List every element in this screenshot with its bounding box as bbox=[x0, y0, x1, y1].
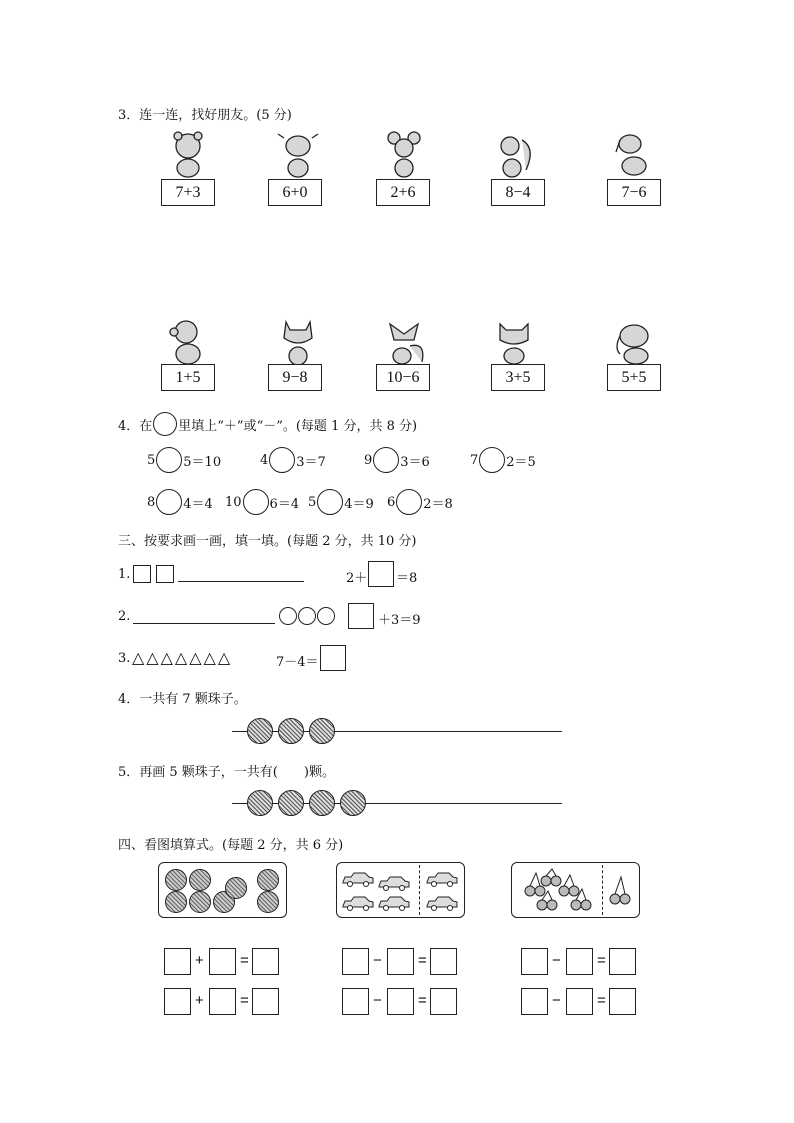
bear-icon bbox=[164, 130, 212, 178]
monkey-icon bbox=[164, 318, 212, 366]
drawn-circle-icon bbox=[279, 607, 297, 625]
answer-box[interactable] bbox=[387, 948, 414, 975]
fox-icon bbox=[380, 318, 428, 366]
answer-box[interactable] bbox=[609, 988, 636, 1015]
q4-left-operand: 9 bbox=[364, 452, 373, 468]
operator-circle-input[interactable] bbox=[479, 447, 505, 473]
mouse-icon bbox=[380, 130, 428, 178]
operator-circle-input[interactable] bbox=[317, 489, 343, 515]
orange-icon bbox=[257, 891, 279, 913]
answer-box[interactable] bbox=[521, 988, 548, 1015]
cherries-icon bbox=[608, 873, 634, 909]
bead-icon bbox=[309, 718, 335, 744]
s3-item1-eq-pre: 2＋ bbox=[346, 571, 368, 586]
answer-box[interactable] bbox=[209, 988, 236, 1015]
answer-box[interactable] bbox=[387, 988, 414, 1015]
q4-title-post: 里填上“＋”或“－”。(每题 1 分，共 8 分) bbox=[178, 418, 418, 434]
cow-icon bbox=[274, 130, 322, 178]
circle-icon bbox=[153, 412, 177, 436]
expression-card[interactable]: 6+0 bbox=[268, 179, 322, 206]
q4-left-operand: 5 bbox=[308, 494, 317, 510]
car-icon bbox=[377, 875, 411, 891]
orange-icon bbox=[189, 869, 211, 891]
drawn-circle-icon bbox=[317, 607, 335, 625]
drawn-circle-icon bbox=[298, 607, 316, 625]
cherries-icon bbox=[520, 867, 596, 915]
picture-panel-fruits bbox=[158, 862, 287, 918]
operator-circle-input[interactable] bbox=[396, 489, 422, 515]
operator-sign: − bbox=[373, 952, 382, 969]
dog-icon bbox=[608, 130, 656, 178]
equals-sign: = bbox=[418, 992, 427, 1009]
picture-panel-cherries bbox=[511, 862, 640, 918]
s3-item2-label: 2. bbox=[118, 609, 131, 624]
expression-card[interactable]: 9−8 bbox=[268, 364, 322, 391]
cat-icon bbox=[274, 318, 322, 366]
q4-right-part: 2＝8 bbox=[423, 496, 453, 512]
expression-card[interactable]: 7+3 bbox=[161, 179, 215, 206]
q4-left-operand: 6 bbox=[387, 494, 396, 510]
expression-card[interactable]: 3+5 bbox=[491, 364, 545, 391]
bead-icon bbox=[247, 718, 273, 744]
draw-answer-line[interactable] bbox=[178, 581, 304, 582]
orange-icon bbox=[189, 891, 211, 913]
operator-sign: + bbox=[195, 952, 204, 969]
drawn-square bbox=[156, 565, 174, 583]
q4-right-part: 4＝4 bbox=[183, 496, 213, 512]
equals-sign: = bbox=[597, 992, 606, 1009]
s3-item1-eq-post: ＝8 bbox=[396, 571, 418, 586]
q4-equation bbox=[308, 489, 374, 515]
draw-answer-line[interactable] bbox=[133, 623, 275, 624]
s3-item4-text: 4．一共有 7 颗珠子。 bbox=[118, 692, 247, 707]
car-icon bbox=[377, 895, 411, 911]
picture-panel-cars bbox=[336, 862, 465, 918]
orange-icon bbox=[165, 869, 187, 891]
expression-card[interactable]: 5+5 bbox=[607, 364, 661, 391]
answer-box[interactable] bbox=[164, 988, 191, 1015]
q4-equation bbox=[364, 447, 430, 473]
equals-sign: = bbox=[418, 952, 427, 969]
answer-box[interactable] bbox=[342, 988, 369, 1015]
answer-box[interactable] bbox=[566, 948, 593, 975]
operator-circle-input[interactable] bbox=[243, 489, 269, 515]
s4-title: 四、看图填算式。(每题 2 分，共 6 分) bbox=[118, 838, 344, 853]
car-icon bbox=[425, 871, 459, 887]
answer-box[interactable] bbox=[164, 948, 191, 975]
answer-box[interactable] bbox=[252, 948, 279, 975]
q4-right-part: 3＝7 bbox=[296, 454, 326, 470]
car-icon bbox=[341, 895, 375, 911]
s3-item2-eq-post: ＋3＝9 bbox=[378, 613, 421, 628]
answer-box[interactable] bbox=[209, 948, 236, 975]
car-icon bbox=[341, 871, 375, 887]
operator-circle-input[interactable] bbox=[156, 489, 182, 515]
answer-box[interactable] bbox=[430, 948, 457, 975]
q4-title bbox=[118, 412, 417, 436]
q4-right-part: 6＝4 bbox=[269, 496, 300, 512]
car-icon bbox=[425, 895, 459, 911]
orange-icon bbox=[257, 869, 279, 891]
q4-title-pre: 4．在 bbox=[118, 418, 153, 434]
expression-card[interactable]: 10−6 bbox=[376, 364, 430, 391]
q4-left-operand: 4 bbox=[260, 452, 269, 468]
q4-equation bbox=[147, 489, 213, 515]
s3-item3-label: 3. bbox=[118, 651, 131, 666]
operator-circle-input[interactable] bbox=[269, 447, 295, 473]
expression-card[interactable]: 8−4 bbox=[491, 179, 545, 206]
q4-equation bbox=[470, 447, 536, 473]
drawn-square bbox=[133, 565, 151, 583]
answer-box[interactable] bbox=[521, 948, 548, 975]
q3-title: 3．连一连，找好朋友。(5 分) bbox=[118, 108, 292, 123]
operator-sign: − bbox=[373, 992, 382, 1009]
operator-circle-input[interactable] bbox=[373, 447, 399, 473]
equals-sign: = bbox=[597, 952, 606, 969]
orange-icon bbox=[165, 891, 187, 913]
dashed-divider bbox=[419, 865, 420, 915]
squirrel-icon bbox=[490, 130, 538, 178]
kitten-icon bbox=[490, 318, 538, 366]
q4-left-operand: 7 bbox=[470, 452, 479, 468]
q4-left-operand: 8 bbox=[147, 494, 156, 510]
s3-item3-eq-pre: 7－4＝ bbox=[276, 655, 319, 670]
bead-icon bbox=[309, 790, 335, 816]
q4-equation bbox=[260, 447, 326, 473]
elephant-icon bbox=[608, 318, 656, 366]
s3-item1-label: 1. bbox=[118, 567, 131, 582]
q4-right-part: 4＝9 bbox=[344, 496, 374, 512]
answer-box[interactable] bbox=[320, 645, 346, 671]
answer-box[interactable] bbox=[566, 988, 593, 1015]
expression-card[interactable]: 2+6 bbox=[376, 179, 430, 206]
q4-left-operand: 5 bbox=[147, 452, 156, 468]
q4-equation bbox=[225, 489, 299, 515]
operator-sign: − bbox=[552, 952, 561, 969]
answer-box[interactable] bbox=[342, 948, 369, 975]
s3-item5-text: 5．再画 5 颗珠子，一共有( )颗。 bbox=[118, 765, 335, 780]
q4-equation bbox=[387, 489, 453, 515]
q4-right-part: 2＝5 bbox=[506, 454, 536, 470]
answer-box[interactable] bbox=[348, 603, 374, 629]
answer-box[interactable] bbox=[430, 988, 457, 1015]
bead-icon bbox=[278, 718, 304, 744]
dashed-divider bbox=[602, 865, 603, 915]
answer-box[interactable] bbox=[609, 948, 636, 975]
q4-right-part: 3＝6 bbox=[400, 454, 430, 470]
answer-box[interactable] bbox=[368, 561, 394, 587]
operator-circle-input[interactable] bbox=[156, 447, 182, 473]
expression-card[interactable]: 1+5 bbox=[161, 364, 215, 391]
equals-sign: = bbox=[240, 992, 249, 1009]
equals-sign: = bbox=[240, 952, 249, 969]
bead-icon bbox=[340, 790, 366, 816]
bead-icon bbox=[278, 790, 304, 816]
orange-icon bbox=[225, 877, 247, 899]
operator-sign: − bbox=[552, 992, 561, 1009]
s3-title: 三、按要求画一画，填一填。(每题 2 分，共 10 分) bbox=[118, 534, 417, 549]
q4-equation bbox=[147, 447, 221, 473]
q4-right-part: 5＝10 bbox=[183, 454, 222, 470]
operator-sign: + bbox=[195, 992, 204, 1009]
bead-icon bbox=[247, 790, 273, 816]
triangles-row: △△△△△△△ bbox=[132, 648, 233, 667]
answer-box[interactable] bbox=[252, 988, 279, 1015]
expression-card[interactable]: 7−6 bbox=[607, 179, 661, 206]
q4-left-operand: 10 bbox=[225, 494, 242, 510]
